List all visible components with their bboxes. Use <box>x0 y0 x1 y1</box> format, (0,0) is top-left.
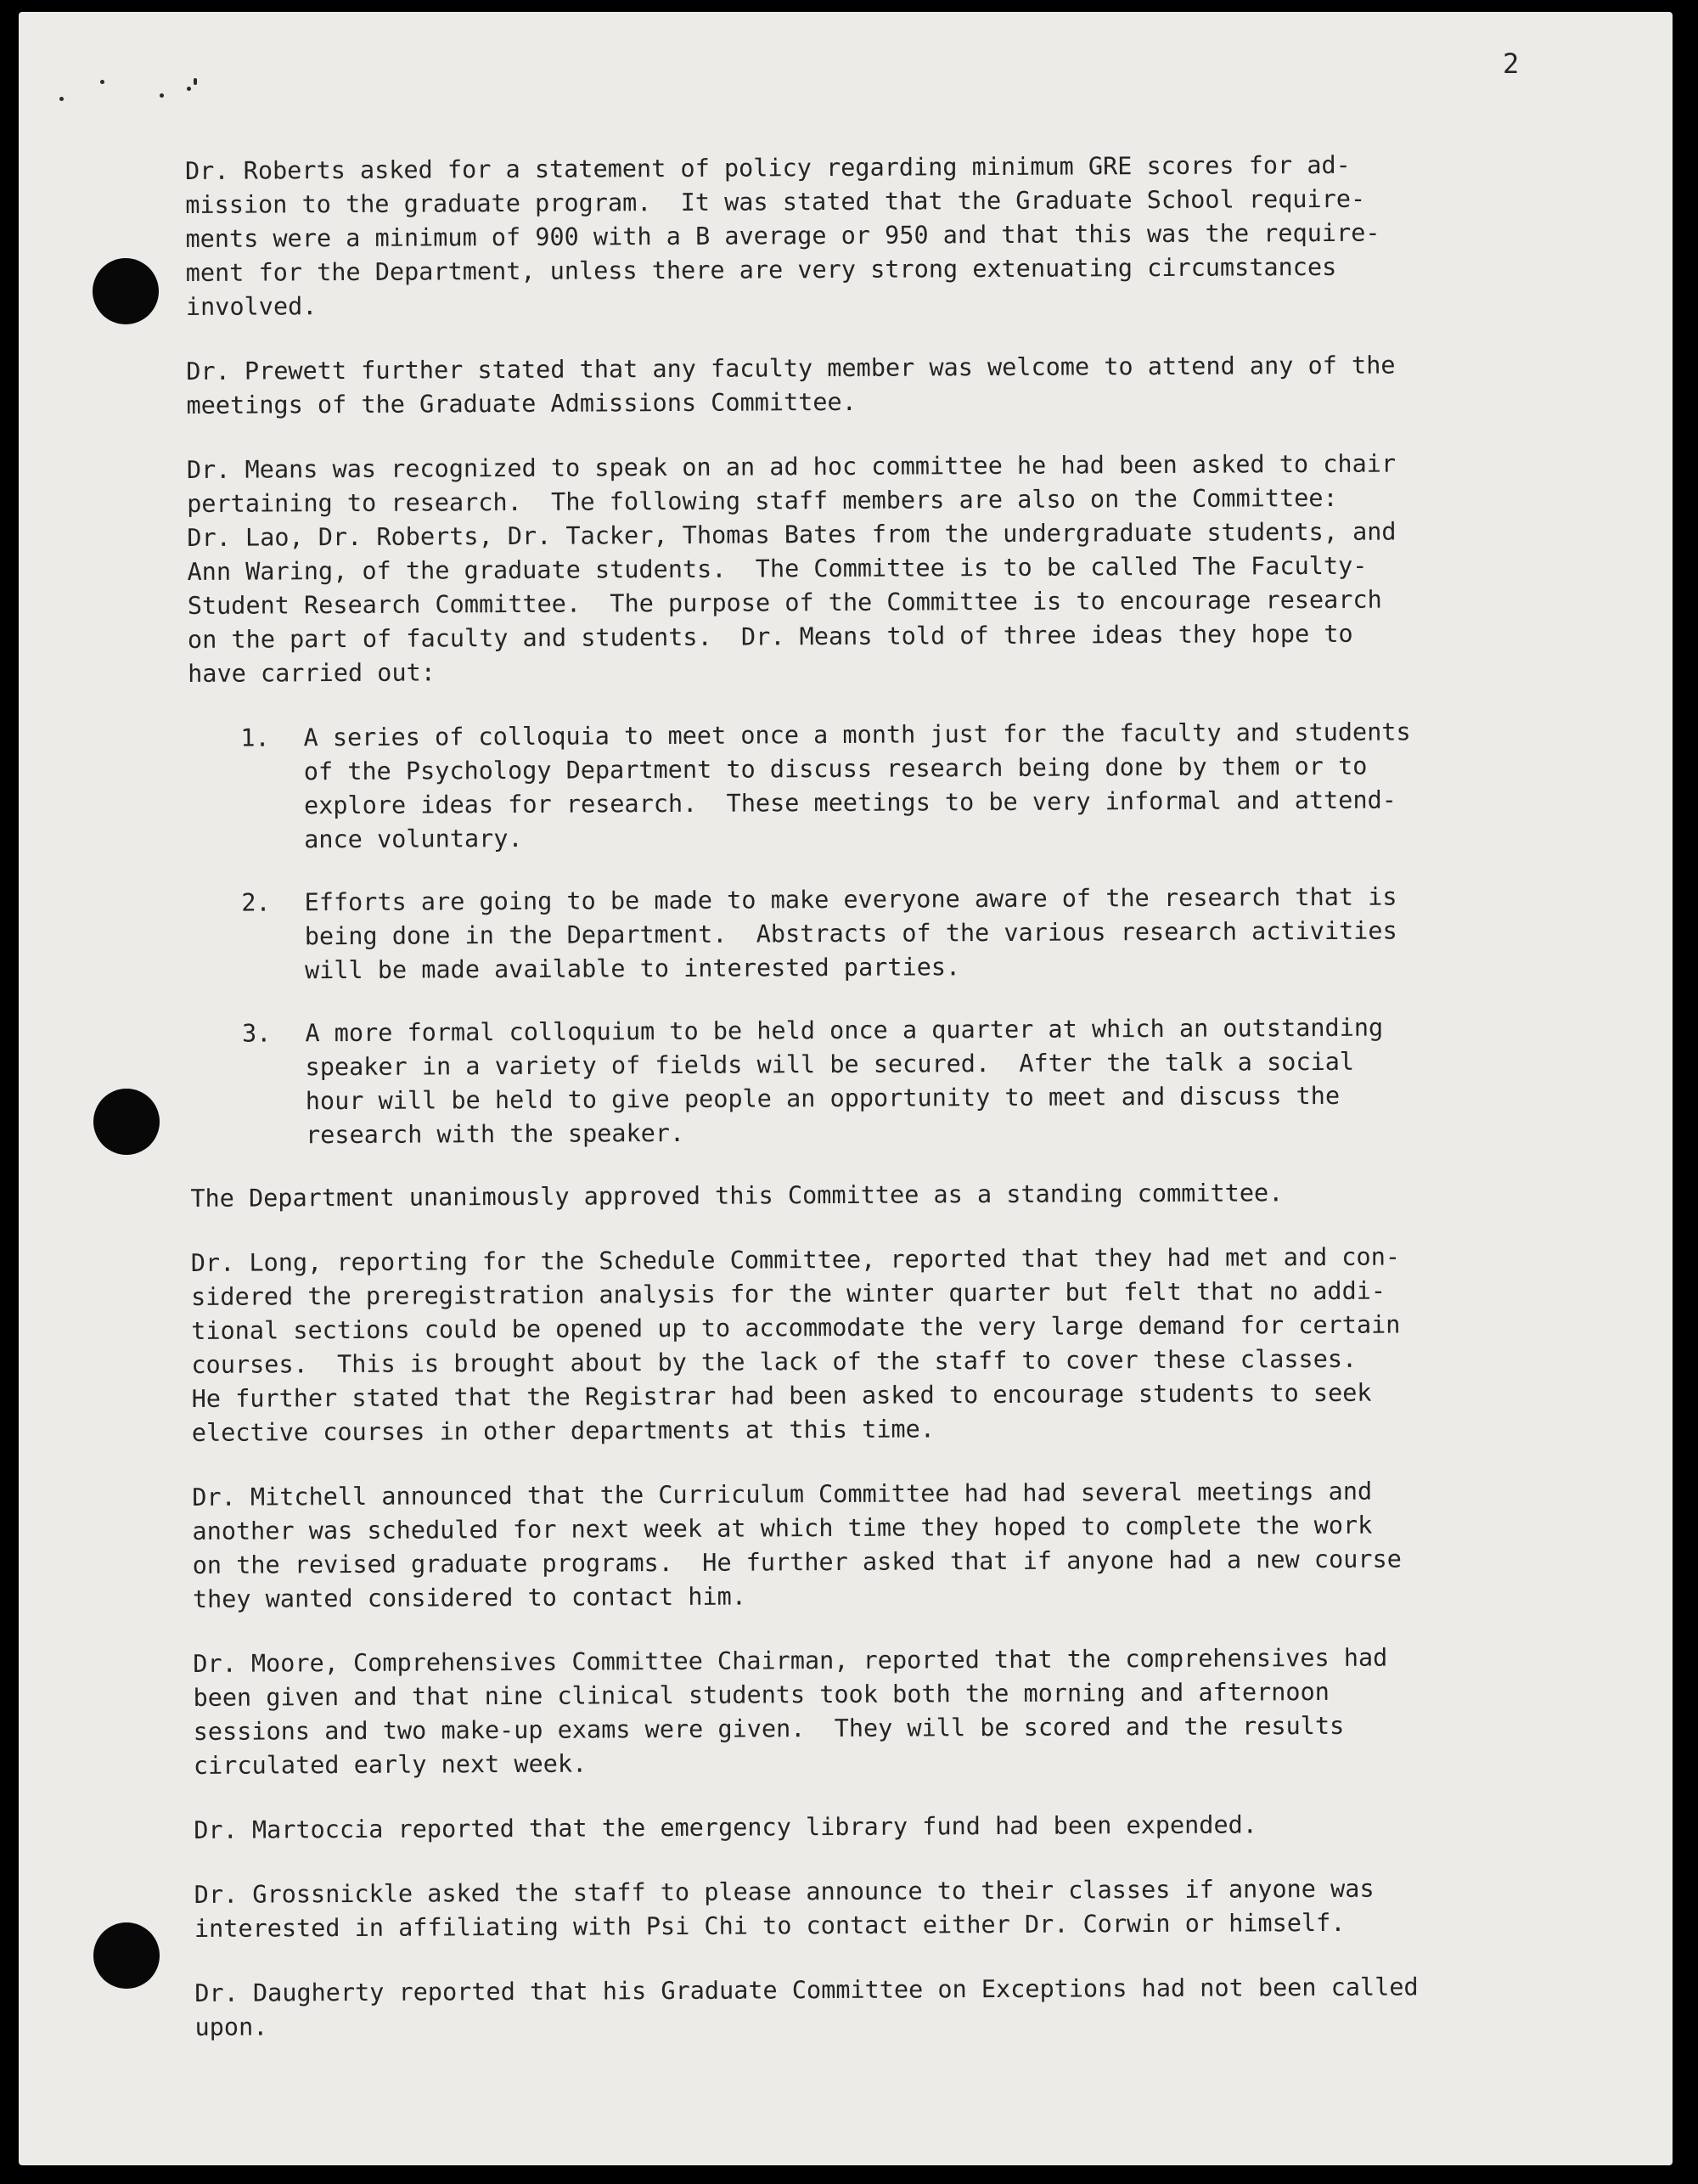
paragraph-research-committee: Dr. Means was recognized to speak on an ad hoc committee he had been asked to chair pertaining to research. The following staff members are also on the Committee: Dr. Lao, Dr. Roberts, Dr. Tacker, Thomas Bates from the undergraduate students, and Ann Waring, of the graduate students. The Committee is to be called The Faculty- Student Research Committee. The purpose of the Committee is to encourage research on the part of faculty and students. Dr. Means told of three ideas they hope to have carried out: <box>186 449 1397 688</box>
document-page <box>19 12 1673 2165</box>
ideas-list <box>188 714 1591 1153</box>
paragraph-gre-policy: Dr. Roberts asked for a statement of policy regarding minimum GRE scores for ad- mission to the graduate program. It was stated that the Graduate School require- ments were a minimum of 900 with a B average or 950 and that this was the require- ment for the Department, unless there are very strong extenuating circumstances involved. <box>185 150 1380 321</box>
list-item <box>188 714 1589 858</box>
paragraph-comprehensives-committee: Dr. Moore, Comprehensives Committee Chairman, reported that the comprehensives had been given and that nine clinical students took both the morning and afternoon sessions and two make-up exams were given. They will be scored and the results circulated early next week. <box>193 1643 1388 1780</box>
list-item-number: 3. <box>242 1019 272 1048</box>
paragraph-schedule-committee: Dr. Long, reporting for the Schedule Committee, reported that they had met and con- sidered the preregistration analysis for the winter quarter but felt that no addi- tional sections could be opened up to accommodate the very large demand for certain courses. This is brought about by the lack of the staff to cover these classes. He further stated that the Registrar had been asked to encourage students to seek elective courses in other departments at this time. <box>190 1242 1401 1447</box>
paragraph-library-fund: Dr. Martoccia reported that the emergency library fund had been expended. <box>194 1810 1257 1844</box>
paragraph-curriculum-committee: Dr. Mitchell announced that the Curriculum Committee had had several meetings and another was scheduled for next week at which time they hoped to complete the work on the revised graduate programs. He further asked that if anyone had a new course they wanted considered to contact him. <box>192 1477 1402 1613</box>
list-item-text: Efforts are going to be made to make everyone aware of the research that is being done in the Department. Abstracts of the various research activities will be made available to interested parties. <box>304 882 1397 985</box>
minutes-text <box>185 147 1596 2075</box>
list-item <box>189 1010 1591 1153</box>
paragraph-psi-chi: Dr. Grossnickle asked the staff to please announce to their classes if anyone was interested in affiliating with Psi Chi to contact either Dr. Corwin or himself. <box>194 1874 1375 1943</box>
paragraph-admissions-meetings: Dr. Prewett further stated that any faculty member was welcome to attend any of the meetings of the Graduate Admissions Committee. <box>186 351 1396 419</box>
list-item-text: A series of colloquia to meet once a month just for the faculty and students of the Psychology Department to discuss research being done by them or to explore ideas for research. These meetings to be very informal and attend- ance voluntary. <box>303 718 1411 854</box>
list-item <box>189 879 1591 988</box>
list-item-number: 1. <box>240 723 270 752</box>
binder-hole-bottom <box>93 1922 160 1989</box>
page-number: 2 <box>1503 48 1520 80</box>
paragraph-exceptions-committee: Dr. Daugherty reported that his Graduate Committee on Exceptions had not been called upon. <box>194 1973 1419 2041</box>
binder-hole-top <box>93 258 159 324</box>
binder-hole-middle <box>93 1089 160 1155</box>
stray-marks <box>59 68 221 102</box>
list-item-number: 2. <box>241 888 271 917</box>
paragraph-standing-committee: The Department unanimously approved this Committee as a standing committee. <box>190 1179 1284 1213</box>
list-item-text: A more formal colloquium to be held once a quarter at which an outstanding speaker in a variety of fields will be secured. After the talk a social hour will be held to give people an opportunity to meet and discuss the research with the speaker. <box>305 1013 1384 1150</box>
